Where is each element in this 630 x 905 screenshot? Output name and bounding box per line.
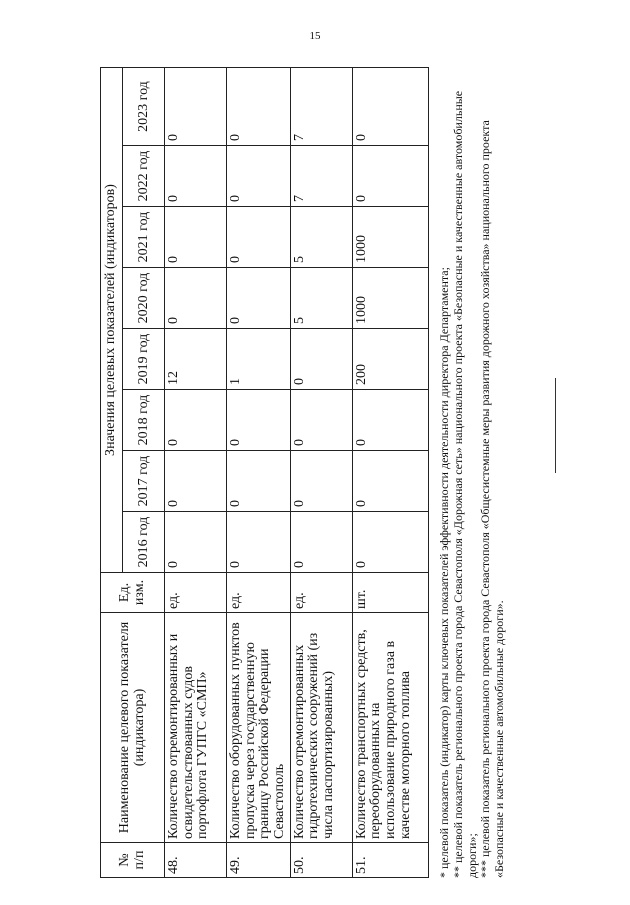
row-value: 7 <box>290 68 352 146</box>
table-row <box>165 68 227 878</box>
row-value: 0 <box>352 390 428 451</box>
row-value: 12 <box>165 329 227 390</box>
table-row <box>352 68 428 878</box>
row-name: Количество оборудованных пунктов пропуска через государственную границу Российской Федерации Севастополь <box>227 613 291 843</box>
row-num: 50. <box>290 843 352 878</box>
row-value: 0 <box>290 329 352 390</box>
header-unit: Ед. изм. <box>101 573 165 613</box>
row-value: 0 <box>165 512 227 573</box>
row-value: 0 <box>165 146 227 207</box>
row-unit: ед. <box>165 573 227 613</box>
row-value: 0 <box>227 451 291 512</box>
separator-line <box>555 378 556 473</box>
footnote: * целевой показатель (индикатор) карты ключевых показателей эффективности деятельности директора Департамента; <box>437 267 451 878</box>
footnote: ** целевой показатель регионального проекта города Севастополя «Дорожная сеть» национального проекта «Безопасные и качественные автомобильные дороги»; <box>450 90 479 878</box>
row-unit: ед. <box>290 573 352 613</box>
row-value: 7 <box>290 146 352 207</box>
header-values-group: Значения целевых показателей (индикаторов) <box>101 68 123 573</box>
row-value: 0 <box>227 268 291 329</box>
row-value: 0 <box>290 451 352 512</box>
row-num: 51. <box>352 843 428 878</box>
row-value: 0 <box>352 146 428 207</box>
row-value: 1 <box>227 329 291 390</box>
row-value: 1000 <box>352 268 428 329</box>
row-value: 0 <box>165 68 227 146</box>
row-name: Количество отремонтированных и освидетельствованных судов портофлота ГУПГС «СМП» <box>165 613 227 843</box>
row-value: 0 <box>290 390 352 451</box>
row-name: Количество транспортных средств, переоборудованных на использование природного газа в качестве моторного топлива <box>352 613 428 843</box>
row-num: 48. <box>165 843 227 878</box>
row-value: 0 <box>227 512 291 573</box>
header-year: 2018 год <box>123 390 165 451</box>
row-value: 0 <box>227 146 291 207</box>
indicators-table <box>100 67 429 878</box>
header-num: № п/п <box>101 843 165 878</box>
row-value: 0 <box>165 268 227 329</box>
row-unit: ед. <box>227 573 291 613</box>
row-num: 49. <box>227 843 291 878</box>
header-year: 2019 год <box>123 329 165 390</box>
row-name: Количество отремонтированных гидротехнических сооружений (из числа паспортизированных) <box>290 613 352 843</box>
header-year: 2021 год <box>123 207 165 268</box>
header-year: 2016 год <box>123 512 165 573</box>
row-value: 5 <box>290 268 352 329</box>
row-value: 0 <box>227 390 291 451</box>
row-value: 0 <box>290 512 352 573</box>
header-year: 2020 год <box>123 268 165 329</box>
table-row <box>227 68 291 878</box>
footnotes <box>438 68 507 878</box>
header-name: Наименование целевого показателя (индикатора) <box>101 613 165 843</box>
row-value: 5 <box>290 207 352 268</box>
footnote: *** целевой показатель регионального проекта города Севастополя «Общесистемные меры развития дорожного хозяйства» национального проекта «Безопасные и качественные автомобильные дороги». <box>478 120 507 878</box>
header-year: 2017 год <box>123 451 165 512</box>
row-value: 0 <box>165 390 227 451</box>
row-value: 0 <box>227 207 291 268</box>
row-value: 0 <box>352 451 428 512</box>
rotated-content <box>100 68 520 878</box>
row-value: 1000 <box>352 207 428 268</box>
row-value: 0 <box>352 512 428 573</box>
header-year: 2022 год <box>123 146 165 207</box>
row-value: 200 <box>352 329 428 390</box>
header-year: 2023 год <box>123 68 165 146</box>
row-unit: шт. <box>352 573 428 613</box>
row-value: 0 <box>165 451 227 512</box>
page-number: 15 <box>309 30 321 42</box>
row-value: 0 <box>165 207 227 268</box>
table-row <box>290 68 352 878</box>
row-value: 0 <box>227 68 291 146</box>
row-value: 0 <box>352 68 428 146</box>
